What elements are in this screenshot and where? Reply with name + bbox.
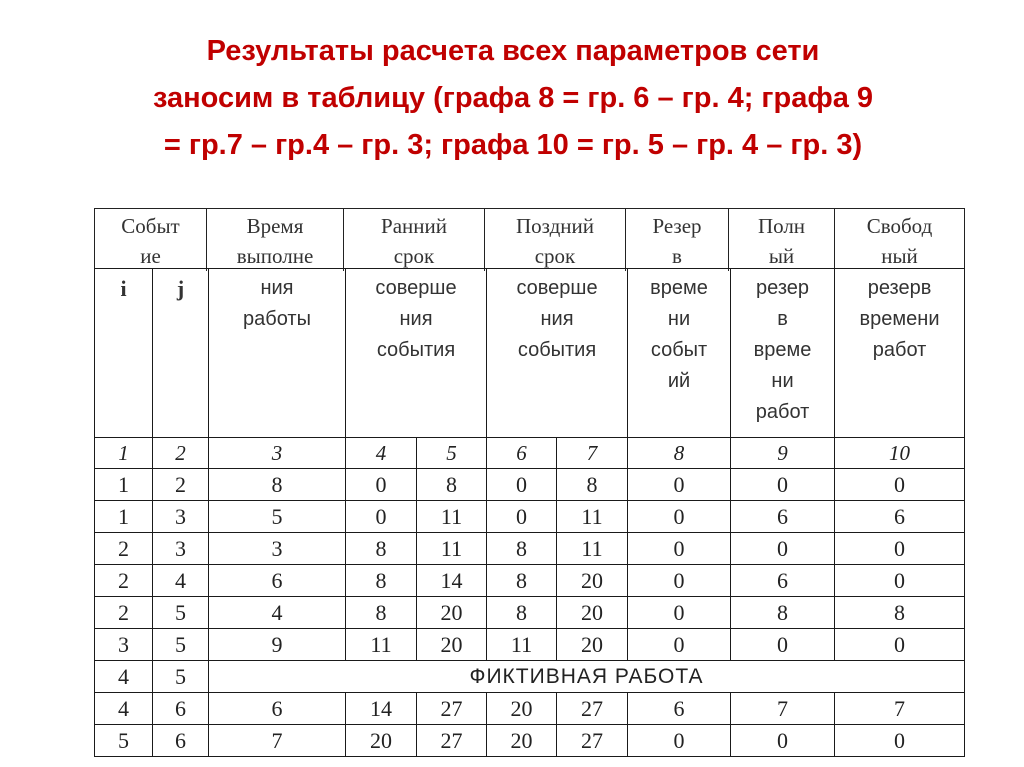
colnum-cell: 8	[628, 438, 731, 469]
header-free-reserve: Свобод ный	[835, 209, 965, 272]
subheader-late-completion: соверше ния события	[487, 269, 628, 438]
table-cell: 27	[417, 725, 487, 757]
table-cell: 0	[346, 501, 417, 533]
table-cell: 6	[153, 693, 209, 725]
colnum-cell: 2	[153, 438, 209, 469]
table-cell: 11	[346, 629, 417, 661]
colnum-cell: 9	[731, 438, 835, 469]
table-cell: 0	[487, 501, 557, 533]
table-cell: 0	[628, 725, 731, 757]
table-cell: 2	[153, 469, 209, 501]
table-cell: 6	[731, 565, 835, 597]
subheader-event-reserve: време ни событ ий	[628, 269, 731, 438]
table-cell: 20	[487, 725, 557, 757]
table-header-strip	[94, 208, 965, 271]
table-cell: 5	[153, 629, 209, 661]
colnum-cell: 6	[487, 438, 557, 469]
table-cell: 6	[209, 693, 346, 725]
table-row	[95, 533, 965, 565]
table-cell: 8	[487, 565, 557, 597]
header-late-term: Поздний срок	[485, 209, 626, 272]
column-numbers-row	[95, 438, 965, 469]
table-row	[95, 725, 965, 757]
table-row	[95, 501, 965, 533]
table-cell: 0	[628, 629, 731, 661]
table-cell: 3	[153, 533, 209, 565]
table-cell: 8	[209, 469, 346, 501]
table-cell: 4	[95, 693, 153, 725]
table-cell: 0	[835, 725, 965, 757]
header-event-reserve: Резер в	[626, 209, 729, 272]
table-cell: 8	[346, 565, 417, 597]
table-cell: 14	[346, 693, 417, 725]
table-cell: 0	[835, 565, 965, 597]
header-duration: Время выполне	[207, 209, 344, 272]
table-cell: 5	[153, 661, 209, 693]
table-cell: 0	[731, 469, 835, 501]
table-cell: 20	[557, 565, 628, 597]
table-row	[95, 629, 965, 661]
table-body-before	[95, 469, 965, 661]
table-cell: 27	[557, 725, 628, 757]
table-cell: 7	[209, 725, 346, 757]
table-cell: 0	[835, 469, 965, 501]
subheader-duration: ния работы	[209, 269, 346, 438]
table-cell: 14	[417, 565, 487, 597]
table-cell: 7	[835, 693, 965, 725]
table-cell: 0	[731, 629, 835, 661]
subheader-early-completion: соверше ния события	[346, 269, 487, 438]
header-full-reserve: Полн ый	[729, 209, 835, 272]
table-cell: 3	[209, 533, 346, 565]
table-cell: 0	[731, 725, 835, 757]
table-cell: 3	[95, 629, 153, 661]
table-cell: 20	[417, 597, 487, 629]
table-row	[95, 565, 965, 597]
table-cell: 7	[731, 693, 835, 725]
table-cell: 4	[153, 565, 209, 597]
table-cell: 4	[95, 661, 153, 693]
table-cell: 6	[835, 501, 965, 533]
colnum-cell: 5	[417, 438, 487, 469]
subheader-full-reserve: резер в време ни работ	[731, 269, 835, 438]
table-cell: 20	[557, 597, 628, 629]
table-cell: 11	[417, 501, 487, 533]
table-cell: 0	[628, 501, 731, 533]
table-body-after	[95, 693, 965, 757]
table-cell: 2	[95, 597, 153, 629]
table-cell: 0	[628, 565, 731, 597]
table-cell: 2	[95, 565, 153, 597]
table-cell: 5	[209, 501, 346, 533]
table-cell: 4	[209, 597, 346, 629]
subheader-i: i	[95, 269, 153, 438]
slide-title	[40, 28, 986, 169]
table-cell: 0	[731, 533, 835, 565]
header-early-term: Ранний срок	[344, 209, 485, 272]
subheader-j: j	[153, 269, 209, 438]
table-cell: 6	[209, 565, 346, 597]
table-cell: 20	[417, 629, 487, 661]
table-cell: 5	[95, 725, 153, 757]
table-cell: 1	[95, 469, 153, 501]
title-line-1: Результаты расчета всех параметров сети	[206, 35, 820, 67]
table-cell: 0	[835, 533, 965, 565]
table-cell: 9	[209, 629, 346, 661]
table-cell: 20	[487, 693, 557, 725]
table-cell: 8	[487, 533, 557, 565]
table-cell: 20	[557, 629, 628, 661]
table-cell: 0	[628, 469, 731, 501]
table-cell: 3	[153, 501, 209, 533]
table-cell: 27	[557, 693, 628, 725]
table-cell: 11	[557, 501, 628, 533]
table-row	[95, 597, 965, 629]
table-cell: 8	[731, 597, 835, 629]
table-cell: 5	[153, 597, 209, 629]
table-cell: 0	[487, 469, 557, 501]
table-cell: 6	[628, 693, 731, 725]
colnum-cell: 3	[209, 438, 346, 469]
table-cell: 8	[487, 597, 557, 629]
header-event: Событ ие	[95, 209, 207, 272]
network-parameters-table	[94, 268, 965, 757]
table-cell: 8	[346, 533, 417, 565]
table-cell: 11	[557, 533, 628, 565]
colnum-cell: 1	[95, 438, 153, 469]
subheader-free-reserve: резерв времени работ	[835, 269, 965, 438]
table-row	[95, 693, 965, 725]
table-cell: 20	[346, 725, 417, 757]
table-cell: 8	[835, 597, 965, 629]
colnum-cell: 4	[346, 438, 417, 469]
table-cell: 0	[346, 469, 417, 501]
table-cell: 11	[417, 533, 487, 565]
table-cell: 8	[417, 469, 487, 501]
colnum-cell: 7	[557, 438, 628, 469]
title-line-2: заносим в таблицу (графа 8 = гр. 6 – гр. 4; графа 9	[152, 82, 874, 114]
table-cell: 0	[628, 597, 731, 629]
table-cell: 27	[417, 693, 487, 725]
table-cell: 2	[95, 533, 153, 565]
table-cell: 11	[487, 629, 557, 661]
table-cell: 1	[95, 501, 153, 533]
table-cell: 0	[835, 629, 965, 661]
table-cell: 6	[153, 725, 209, 757]
table-row	[95, 469, 965, 501]
title-line-3: = гр.7 – гр.4 – гр. 3; графа 10 = гр. 5 – гр. 4 – гр. 3)	[163, 129, 863, 161]
table-cell: 8	[346, 597, 417, 629]
colnum-cell: 10	[835, 438, 965, 469]
table-cell: 0	[628, 533, 731, 565]
fictitious-work-row	[95, 661, 965, 693]
table-cell: 6	[731, 501, 835, 533]
table-cell: 8	[557, 469, 628, 501]
fictitious-work-label: ФИКТИВНАЯ РАБОТА	[209, 661, 965, 693]
